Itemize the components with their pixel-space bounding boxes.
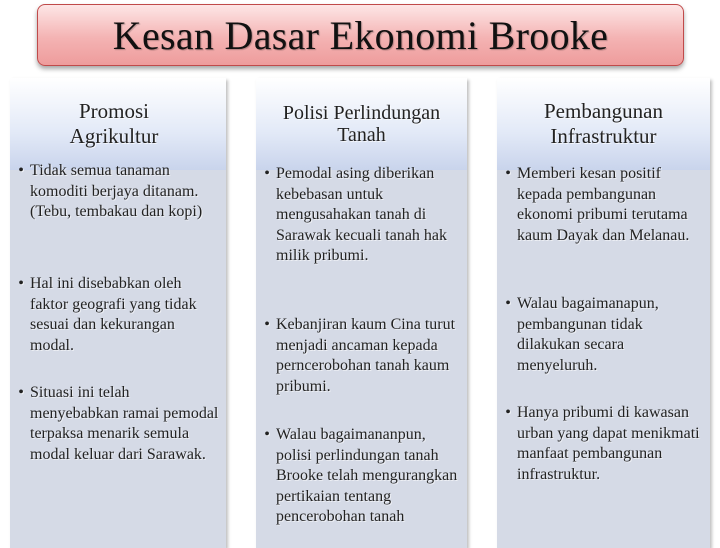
bullet-dot: • (264, 165, 270, 182)
bullet-dot: • (18, 162, 24, 179)
column-body (497, 165, 710, 548)
bullet-item (16, 383, 222, 465)
bullet-text: Tidak semua tanaman komoditi berjaya ditanam. (Tebu, tembakau dan kopi) (30, 162, 203, 220)
bullet-item (262, 164, 463, 267)
title-banner (37, 4, 684, 66)
bullet-dot: • (505, 295, 511, 312)
bullet-text: Memberi kesan positif kepada pembangunan ekonomi pribumi terutama kaum Dayak dan Melanau. (517, 165, 690, 244)
column-heading (497, 78, 710, 170)
bullet-dot: • (264, 316, 270, 333)
bullet-dot: • (505, 165, 511, 182)
bullet-text: Hanya pribumi di kawasan urban yang dapat menikmati manfaat pembangunan infrastruktur. (517, 404, 700, 483)
column-heading-text: Promosi Agrikultur (69, 99, 159, 148)
column-body (256, 165, 467, 548)
bullet-dot: • (18, 384, 24, 401)
page-title: Kesan Dasar Ekonomi Brooke (112, 12, 609, 58)
bullet-text: Hal ini disebabkan oleh faktor geografi yang tidak sesuai dan kekurangan modal. (30, 275, 197, 354)
column-polisi-perlindungan-tanah (256, 78, 467, 548)
bullet-text: Walau bagaimanapun, pembangunan tidak dilakukan secara menyeluruh. (517, 295, 659, 374)
bullet-item (503, 164, 706, 246)
column-heading (256, 78, 467, 170)
column-body (10, 162, 226, 548)
column-heading (10, 78, 226, 170)
bullet-item (16, 161, 222, 223)
bullet-dot: • (18, 275, 24, 292)
column-pembangunan-infrastruktur (497, 78, 710, 548)
bullet-item (262, 315, 463, 397)
bullet-text: Situasi ini telah menyebabkan ramai pemodal terpaksa menarik semula modal keluar dari Sarawak. (30, 384, 219, 463)
column-promosi-agrikultur (10, 78, 226, 548)
bullet-item (503, 403, 706, 485)
bullet-item (503, 294, 706, 376)
bullet-text: Walau bagaimananpun, polisi perlindungan tanah Brooke telah mengurangkan pertikaian tentang pencerobohan tanah (276, 426, 458, 525)
bullet-text: Kebanjiran kaum Cina turut menjadi ancaman kepada perncerobohan tanah kaum pribumi. (276, 316, 456, 395)
bullet-dot: • (505, 404, 511, 421)
column-heading-text: Polisi Perlindungan Tanah (282, 102, 441, 146)
bullet-item (262, 425, 463, 528)
bullet-text: Pemodal asing diberikan kebebasan untuk mengusahakan tanah di Sarawak kecuali tanah hak milik pribumi. (276, 165, 448, 264)
bullet-item (16, 274, 222, 356)
bullet-dot: • (264, 426, 270, 443)
column-heading-text: Pembangunan Infrastruktur (544, 99, 663, 148)
